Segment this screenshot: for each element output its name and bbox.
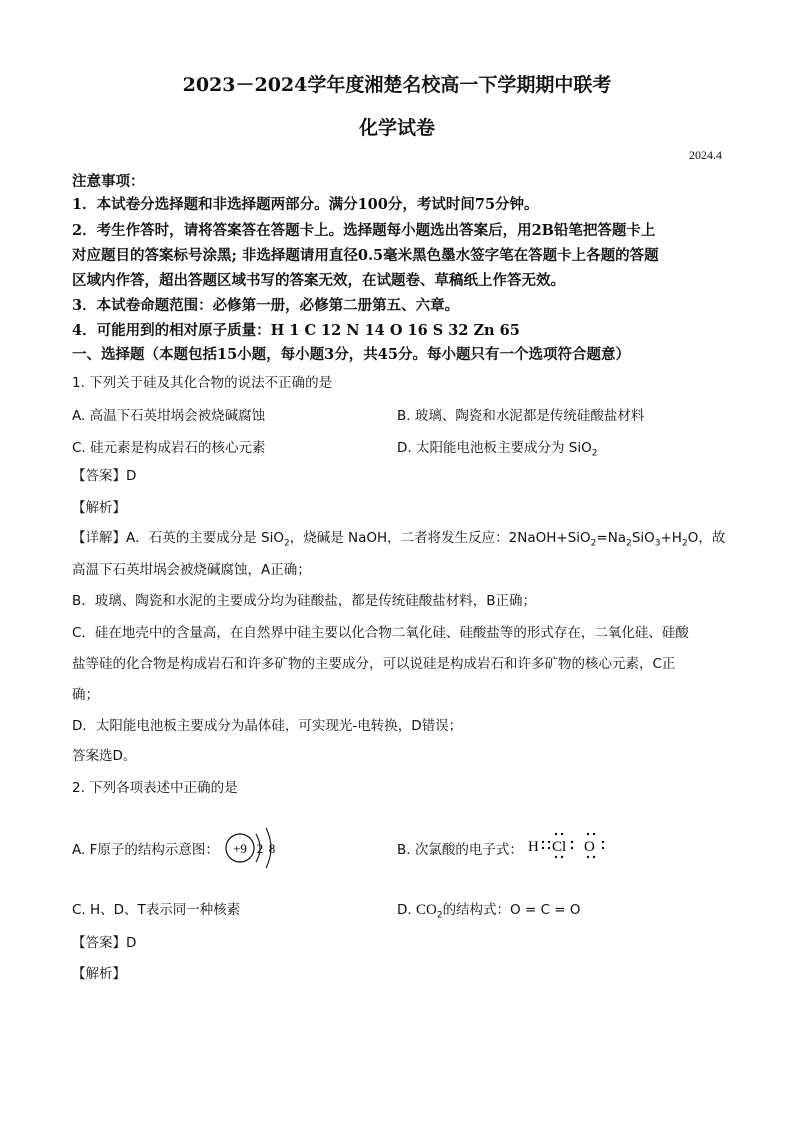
- section-heading: 一、选择题（本题包括15小题，每小题3分，共45分。每小题只有一个选项符合题意）: [72, 346, 630, 363]
- q1-detail-a-cont: 高温下石英坩埚会被烧碱腐蚀，A正确；: [72, 562, 311, 578]
- notice-line-2: 2．考生作答时，请将答案答在答题卡上。选择题每小题选出答案后，用2B铅笔把答题卡上: [72, 222, 656, 239]
- q1-answer: 【答案】D: [72, 468, 137, 484]
- q1-option-b: B. 玻璃、陶瓷和水泥都是传统硅酸盐材料: [397, 408, 645, 424]
- q2-option-b: B. 次氯酸的电子式：: [397, 842, 523, 858]
- shell-1-electrons: 2: [256, 841, 264, 856]
- notice-line-5: 3．本试卷命题范围：必修第一册，必修第二册第五、六章。: [72, 297, 460, 314]
- q1-detail-d: D．太阳能电池板主要成分为晶体硅，可实现光-电转换，D错误；: [72, 718, 463, 734]
- q2-analysis: 【解析】: [72, 966, 126, 982]
- atom-o: O: [584, 839, 595, 855]
- notice-heading: 注意事项：: [72, 173, 145, 190]
- notice-line-1: 1．本试卷分选择题和非选择题两部分。满分100分，考试时间75分钟。: [72, 196, 539, 213]
- q1-detail-a: 【详解】A．石英的主要成分是 SiO$_2$，烧碱是 NaOH，二者将发生反应：$2NaOH+SiO_2=Na_2SiO_3+H_2O$，故: [72, 530, 726, 549]
- q1-option-d: D. 太阳能电池板主要成分为 SiO$_2$: [397, 440, 598, 459]
- exam-subtitle: 化学试卷: [358, 117, 435, 139]
- notice-line-6: 4．可能用到的相对原子质量：H 1 C 12 N 14 O 16 S 32 Zn 65: [72, 322, 520, 339]
- notice-line-3: 对应题目的答案标号涂黑; 非选择题请用直径0.5毫米黑色墨水签字笔在答题卡上各题的答题: [72, 247, 659, 264]
- q1-stem: 1. 下列关于硅及其化合物的说法不正确的是: [72, 375, 333, 391]
- atom-cl: Cl: [552, 839, 567, 855]
- exam-title: 2023－2024学年度湘楚名校高一下学期期中联考: [182, 74, 612, 96]
- q1-detail-c-1: C．硅在地壳中的含量高，在自然界中硅主要以化合物二氧化硅、硅酸盐等的形式存在，二氧化硅、硅酸: [72, 625, 689, 641]
- q1-option-a: A. 高温下石英坩埚会被烧碱腐蚀: [72, 408, 266, 424]
- nucleus-charge: +9: [233, 841, 247, 856]
- q1-detail-b: B．玻璃、陶瓷和水泥的主要成分均为硅酸盐，都是传统硅酸盐材料，B正确；: [72, 593, 537, 609]
- q1-detail-c-2: 盐等硅的化合物是构成岩石和许多矿物的主要成分，可以说硅是构成岩石和许多矿物的核心元素，C正: [72, 656, 676, 672]
- exam-date: 2024.4: [689, 148, 722, 162]
- q2-option-a: A. F原子的结构示意图：: [72, 842, 219, 858]
- notice-line-4: 区域内作答，超出答题区域书写的答案无效，在试题卷、草稿纸上作答无效。: [72, 272, 565, 289]
- q1-analysis: 【解析】: [72, 500, 126, 516]
- q2-option-c: C. H、D、T表示同一种核素: [72, 902, 241, 918]
- q2-option-d: D. $CO_2$的结构式：O = C = O: [397, 902, 581, 921]
- hypochlorous-electron-formula-icon: [526, 828, 616, 862]
- q2-answer: 【答案】D: [72, 935, 137, 951]
- shell-2-electrons: 8: [268, 841, 276, 856]
- q2-stem: 2. 下列各项表述中正确的是: [72, 780, 238, 796]
- fluorine-atom-diagram-icon: [222, 820, 286, 876]
- q1-detail-c-3: 确；: [72, 687, 99, 703]
- q1-conclusion: 答案选D。: [72, 748, 137, 764]
- q1-option-c: C. 硅元素是构成岩石的核心元素: [72, 440, 266, 456]
- atom-h: H: [528, 839, 539, 855]
